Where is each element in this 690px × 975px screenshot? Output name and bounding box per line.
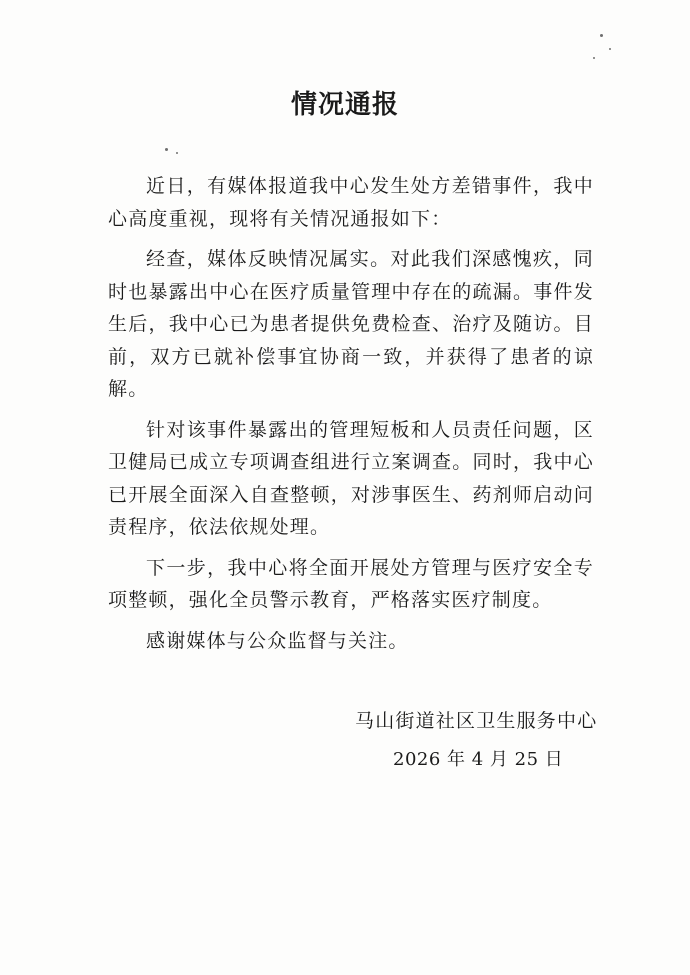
paper-speck xyxy=(600,34,603,37)
paragraph-thanks: 感谢媒体与公众监督与关注。 xyxy=(146,629,409,652)
document-body xyxy=(108,170,594,657)
paper-speck xyxy=(165,148,168,151)
signature-organization: 马山街道社区卫生服务中心 xyxy=(355,710,598,732)
paper-speck xyxy=(176,152,178,154)
signature-date: 2026 年 4 月 25 日 xyxy=(393,749,564,770)
paper-speck xyxy=(609,48,611,50)
paragraph-intro: 近日，有媒体报道我中心发生处方差错事件，我中心高度重视，现将有关情况通报如下： xyxy=(108,175,594,230)
paragraph-investigation: 针对该事件暴露出的管理短板和人员责任问题，区卫健局已成立专项调查组进行立案调查。同时，我中心已开展全面深入自查整顿，对涉事医生、药剂师启动问责程序，依法依规处理。 xyxy=(108,418,594,538)
paragraph-findings: 经查，媒体反映情况属实。对此我们深感愧疚，同时也暴露出中心在医疗质量管理中存在的疏漏。事件发生后，我中心已为患者提供免费检查、治疗及随访。目前，双方已就补偿事宜协商一致，并获得了患者的谅解。 xyxy=(108,248,594,400)
paragraph-next-steps: 下一步，我中心将全面开展处方管理与医疗安全专项整顿，强化全员警示教育，严格落实医疗制度。 xyxy=(108,556,594,611)
paper-speck xyxy=(593,57,595,59)
document-title: 情况通报 xyxy=(290,90,399,120)
